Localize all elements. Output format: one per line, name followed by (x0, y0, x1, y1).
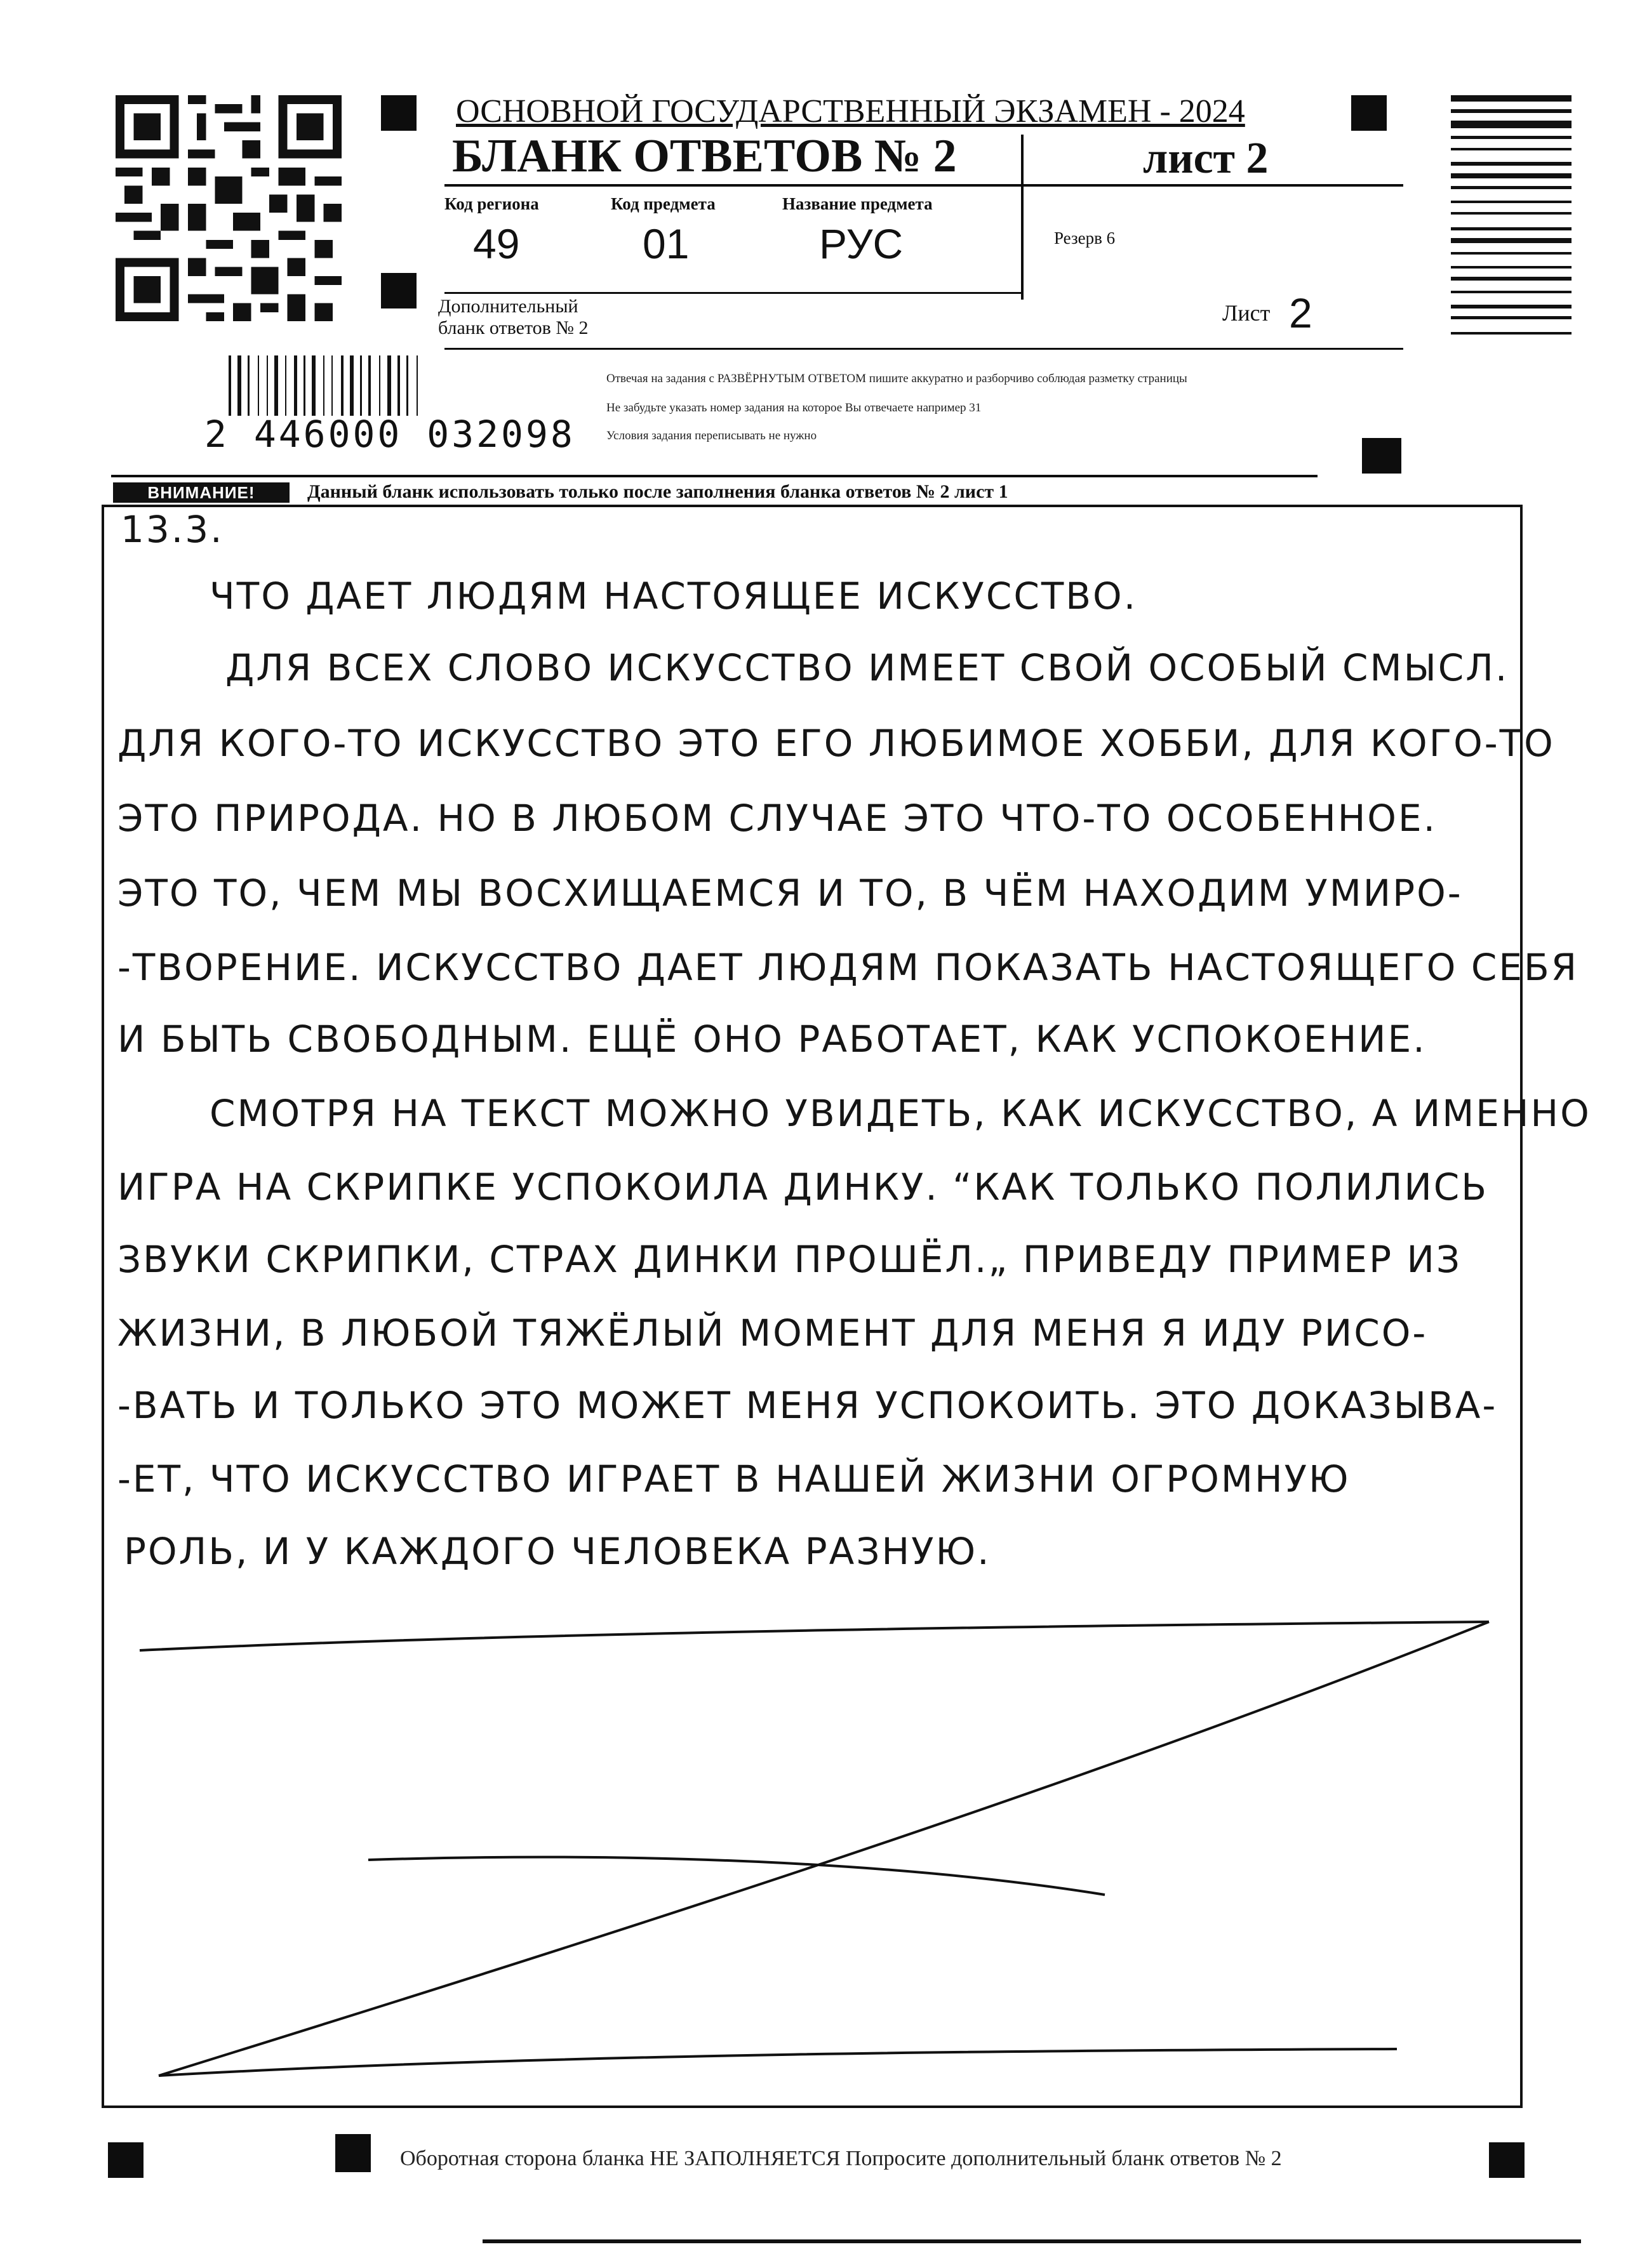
instruction-line: Условия задания переписывать не нужно (606, 429, 817, 442)
sheet-number-label: Лист (1222, 300, 1271, 326)
strikeout-mark (102, 1606, 1523, 2107)
header-divider (444, 348, 1403, 350)
reserve-label: Резерв 6 (1054, 229, 1116, 248)
region-code-label: Код региона (444, 194, 539, 213)
header-divider (444, 184, 1403, 187)
registration-mark (108, 2142, 143, 2178)
footer-note: Оборотная сторона бланка НЕ ЗАПОЛНЯЕТСЯ Попросите дополнительный бланк ответов № 2 (400, 2147, 1282, 2170)
registration-mark (1362, 438, 1401, 474)
sheet-title: лист 2 (1143, 134, 1269, 183)
answer-line: ДЛЯ КОГО-ТО ИСКУССТВО ЭТО ЕГО ЛЮБИМОЕ ХОББИ, ДЛЯ КОГО-ТО (117, 722, 1555, 765)
answer-line: РОЛЬ, И У КАЖДОГО ЧЕЛОВЕКА РАЗНУЮ. (124, 1530, 991, 1573)
qr-code (116, 95, 342, 321)
answer-line: -ВАТЬ И ТОЛЬКО ЭТО МОЖЕТ МЕНЯ УСПОКОИТЬ. ЭТО ДОКАЗЫВА- (117, 1384, 1498, 1427)
answer-line: ДЛЯ ВСЕХ СЛОВО ИСКУССТВО ИМЕЕТ СВОЙ ОСОБЫЙ СМЫСЛ. (225, 646, 1509, 689)
subject-code-value: 01 (643, 220, 690, 267)
answer-line: СМОТРЯ НА ТЕКСТ МОЖНО УВИДЕТЬ, КАК ИСКУССТВО, А ИМЕННО (210, 1092, 1591, 1135)
registration-mark (1489, 2142, 1525, 2178)
answer-line: ИГРА НА СКРИПКЕ УСПОКОИЛА ДИНКУ. “КАК ТОЛЬКО ПОЛИЛИСЬ (117, 1165, 1489, 1209)
barcode-number: 2 446000 032098 (204, 413, 575, 456)
answer-line: ЧТО ДАЕТ ЛЮДЯМ НАСТОЯЩЕЕ ИСКУССТВО. (210, 574, 1138, 618)
registration-mark (335, 2134, 371, 2172)
registration-mark (381, 95, 417, 131)
extra-sheet-label-line2: бланк ответов № 2 (438, 317, 589, 338)
extra-sheet-label-line1: Дополнительный (438, 296, 578, 317)
side-barcode (1451, 95, 1572, 457)
task-number: 13.3. (121, 508, 224, 551)
registration-mark (1351, 95, 1387, 131)
answer-line: ЭТО ПРИРОДА. НО В ЛЮБОМ СЛУЧАЕ ЭТО ЧТО-ТО ОСОБЕННОЕ. (117, 797, 1438, 840)
header-divider (444, 292, 1022, 294)
subject-name-label: Название предмета (782, 194, 933, 213)
exam-title: ОСНОВНОЙ ГОСУДАРСТВЕННЫЙ ЭКЗАМЕН - 2024 (456, 93, 1245, 129)
answer-line: И БЫТЬ СВОБОДНЫМ. ЕЩЁ ОНО РАБОТАЕТ, КАК УСПОКОЕНИЕ. (117, 1018, 1427, 1061)
answer-line: -ЕТ, ЧТО ИСКУССТВО ИГРАЕТ В НАШЕЙ ЖИЗНИ ОГРОМНУЮ (117, 1457, 1351, 1501)
answer-line: ЭТО ТО, ЧЕМ МЫ ВОСХИЩАЕМСЯ И ТО, В ЧЁМ НАХОДИМ УМИРО- (117, 872, 1463, 915)
registration-mark (381, 273, 417, 308)
subject-code-label: Код предмета (611, 194, 716, 213)
instruction-line: Не забудьте указать номер задания на которое Вы отвечаете например 31 (606, 401, 982, 414)
sheet-number-value: 2 (1289, 289, 1312, 336)
region-code-value: 49 (473, 220, 520, 267)
instruction-line: Отвечая на задания с РАЗВЁРНУТЫМ ОТВЕТОМ пишите аккуратно и разборчиво соблюдая разметку страницы (606, 372, 1187, 385)
header-divider (111, 475, 1318, 477)
extra-sheet-label (438, 296, 588, 339)
subject-name-value: РУС (819, 220, 904, 267)
answer-line: -ТВОРЕНИЕ. ИСКУССТВО ДАЕТ ЛЮДЯМ ПОКАЗАТЬ НАСТОЯЩЕГО СЕБЯ (117, 946, 1579, 989)
answer-line: ЖИЗНИ, В ЛЮБОЙ ТЯЖЁЛЫЙ МОМЕНТ ДЛЯ МЕНЯ Я ИДУ РИСО- (117, 1311, 1428, 1355)
attention-badge: ВНИМАНИЕ! (113, 482, 290, 503)
form-title: БЛАНК ОТВЕТОВ № 2 (452, 130, 957, 182)
bottom-rule (483, 2239, 1581, 2243)
attention-text: Данный бланк использовать только после заполнения бланка ответов № 2 лист 1 (307, 481, 1008, 502)
header-divider (1021, 135, 1024, 300)
answer-line: ЗВУКИ СКРИПКИ, СТРАХ ДИНКИ ПРОШЁЛ.„ ПРИВЕДУ ПРИМЕР ИЗ (117, 1238, 1462, 1281)
